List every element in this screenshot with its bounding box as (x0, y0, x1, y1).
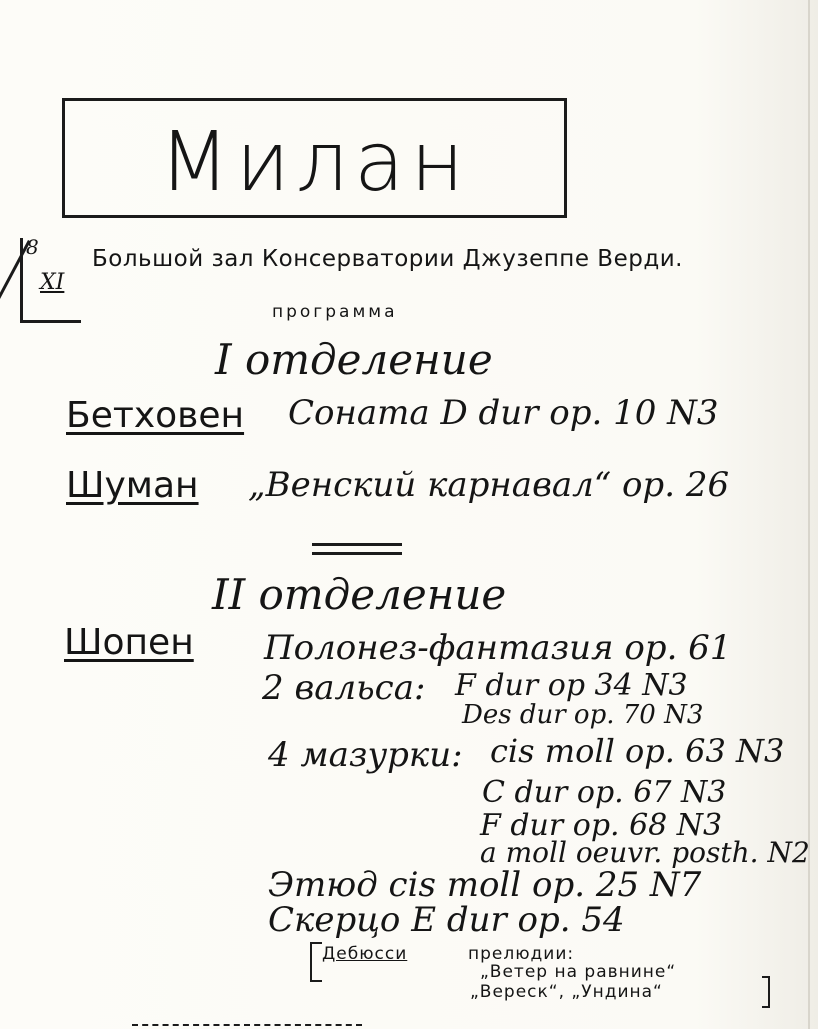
divider-line (312, 543, 402, 546)
encore-composer: Дебюсси (322, 944, 408, 964)
composer-beethoven: Бетховен (66, 395, 245, 436)
work-polonaise: Полонез-фантазия op. 61 (264, 628, 732, 668)
waltz-item: F dur op 34 N3 (455, 668, 688, 703)
mazurka-item: C dur op. 67 N3 (482, 775, 727, 810)
page-title: Милан (158, 115, 471, 210)
mazurkas-label: 4 мазурки: (268, 735, 463, 775)
work-etude: Этюд cis moll op. 25 N7 (268, 865, 702, 905)
waltzes-label: 2 вальса: (262, 668, 426, 708)
work-schumann: „Венский карнавал“ op. 26 (248, 465, 730, 505)
work-beethoven: Соната D dur op. 10 N3 (288, 393, 719, 433)
composer-schumann: Шуман (66, 465, 199, 506)
encore-label: прелюдии: (468, 944, 575, 964)
part-two-heading: II отделение (212, 570, 507, 619)
encore-item: „Вереск“, „Ундина“ (470, 982, 663, 1002)
part-one-heading: I отделение (215, 335, 493, 384)
mazurka-item: cis moll op. 63 N3 (490, 732, 785, 770)
waltz-item: Des dur op. 70 N3 (462, 700, 704, 730)
encore-bracket-open (310, 942, 322, 982)
encore-bracket-close (762, 976, 770, 1008)
date-day: 8 (26, 235, 39, 259)
page-edge (808, 0, 810, 1029)
work-scherzo: Скерцо E dur op. 54 (268, 900, 625, 940)
bottom-divider (132, 1024, 362, 1028)
mazurka-item: a moll oeuvr. posth. N2 (480, 836, 810, 869)
divider-line (312, 552, 402, 555)
date-month: XI (40, 270, 65, 295)
composer-chopin: Шопен (64, 622, 194, 663)
mazurka-item: F dur op. 68 N3 (480, 808, 723, 843)
title-box (62, 98, 567, 218)
program-label: программа (272, 302, 398, 322)
encore-item: „Ветер на равнине“ (480, 962, 677, 982)
venue: Большой зал Консерватории Джузеппе Верди. (92, 246, 683, 272)
